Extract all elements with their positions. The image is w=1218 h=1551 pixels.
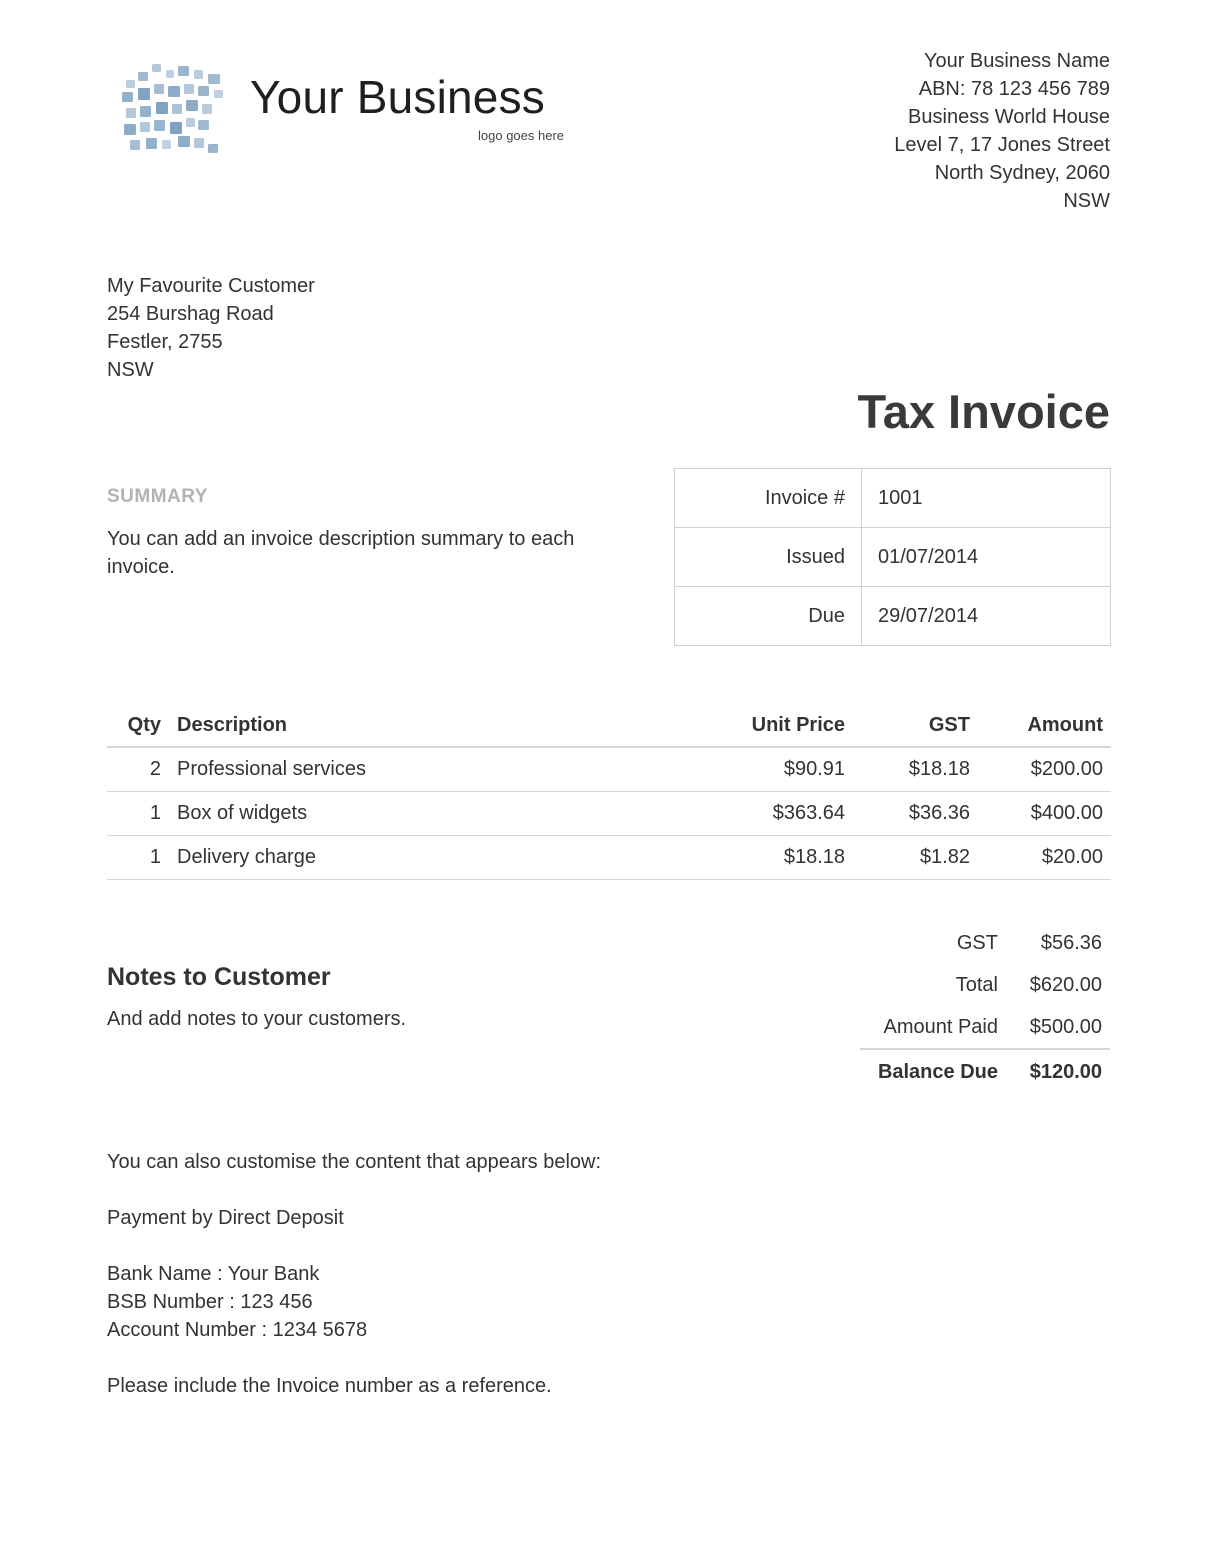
customer-address (107, 272, 315, 384)
item-amount: $400.00 (970, 792, 1111, 836)
due-value: 29/07/2014 (862, 587, 1111, 646)
item-gst: $18.18 (845, 747, 970, 792)
footer-intro: You can also customise the content that appears below: (107, 1151, 602, 1173)
item-description: Delivery charge (161, 836, 645, 880)
due-label: Due (675, 587, 862, 646)
balance-due-value: $120.00 (1022, 1049, 1110, 1094)
item-qty: 1 (107, 836, 161, 880)
document-title: Tax Invoice (857, 385, 1110, 438)
issued-value: 01/07/2014 (862, 528, 1111, 587)
invoice-meta-row (675, 469, 1111, 528)
totals-row (860, 1006, 1110, 1049)
invoice-meta-table (674, 468, 1111, 646)
summary-heading: SUMMARY (107, 486, 208, 507)
notes-text: And add notes to your customers. (107, 1008, 407, 1030)
item-unit-price: $363.64 (645, 792, 845, 836)
business-logo (108, 56, 588, 166)
amount-header: Amount (970, 704, 1111, 747)
gst-total-value: $56.36 (1040, 931, 1102, 954)
item-unit-price: $18.18 (645, 836, 845, 880)
item-qty: 2 (107, 747, 161, 792)
table-row (107, 747, 1111, 792)
item-description: Box of widgets (161, 792, 645, 836)
gst-total-label: GST (956, 931, 998, 954)
item-qty: 1 (107, 792, 161, 836)
totals-row (860, 922, 1110, 964)
customer-address-line: 254 Burshag Road (107, 303, 274, 325)
item-gst: $1.82 (845, 836, 970, 880)
invoice-meta-row (675, 528, 1111, 587)
invoice-meta-row (675, 587, 1111, 646)
table-row (107, 792, 1111, 836)
item-unit-price: $90.91 (645, 747, 845, 792)
amount-paid-value: $500.00 (1029, 1015, 1102, 1038)
bsb-number: BSB Number : 123 456 (107, 1291, 313, 1313)
logo-business-name: Your Business (250, 71, 545, 123)
customer-address-line: Festler, 2755 (107, 331, 223, 353)
summary-text: You can add an invoice description summary to each invoice. (107, 528, 575, 578)
item-amount: $200.00 (970, 747, 1111, 792)
business-address-line: Level 7, 17 Jones Street (894, 134, 1110, 156)
balance-due-row (860, 1049, 1110, 1094)
balance-due-label: Balance Due (860, 1049, 1022, 1094)
item-description: Professional services (161, 747, 645, 792)
account-number: Account Number : 1234 5678 (107, 1319, 368, 1341)
totals-table (860, 922, 1110, 1094)
item-gst: $36.36 (845, 792, 970, 836)
bank-name: Bank Name : Your Bank (107, 1263, 320, 1285)
business-name: Your Business Name (923, 50, 1110, 72)
reference-note: Please include the Invoice number as a reference. (107, 1375, 552, 1397)
line-items-header (107, 704, 1111, 747)
payment-details (107, 1148, 601, 1400)
qty-header: Qty (107, 704, 161, 747)
payment-method: Payment by Direct Deposit (107, 1207, 344, 1229)
table-row (107, 836, 1111, 880)
notes-heading: Notes to Customer (107, 963, 331, 991)
logo-mark-icon (108, 56, 238, 166)
total-label: Total (955, 973, 998, 996)
amount-paid-label: Amount Paid (883, 1015, 998, 1038)
business-address-line: Business World House (908, 106, 1110, 128)
total-value: $620.00 (1029, 973, 1102, 996)
invoice-number-label: Invoice # (675, 469, 862, 528)
customer-name: My Favourite Customer (107, 275, 315, 297)
invoice-number-value: 1001 (862, 469, 1111, 528)
line-items-table (107, 704, 1111, 880)
business-address-line: North Sydney, 2060 (934, 162, 1110, 184)
description-header: Description (161, 704, 645, 747)
unit-price-header: Unit Price (645, 704, 845, 747)
customer-address-line: NSW (107, 359, 154, 381)
issued-label: Issued (675, 528, 862, 587)
item-amount: $20.00 (970, 836, 1111, 880)
logo-tagline: logo goes here (478, 128, 565, 143)
business-address-line: NSW (1063, 190, 1110, 212)
totals-row (860, 964, 1110, 1006)
business-address (894, 47, 1110, 215)
business-abn: ABN: 78 123 456 789 (918, 78, 1110, 100)
gst-header: GST (845, 704, 970, 747)
